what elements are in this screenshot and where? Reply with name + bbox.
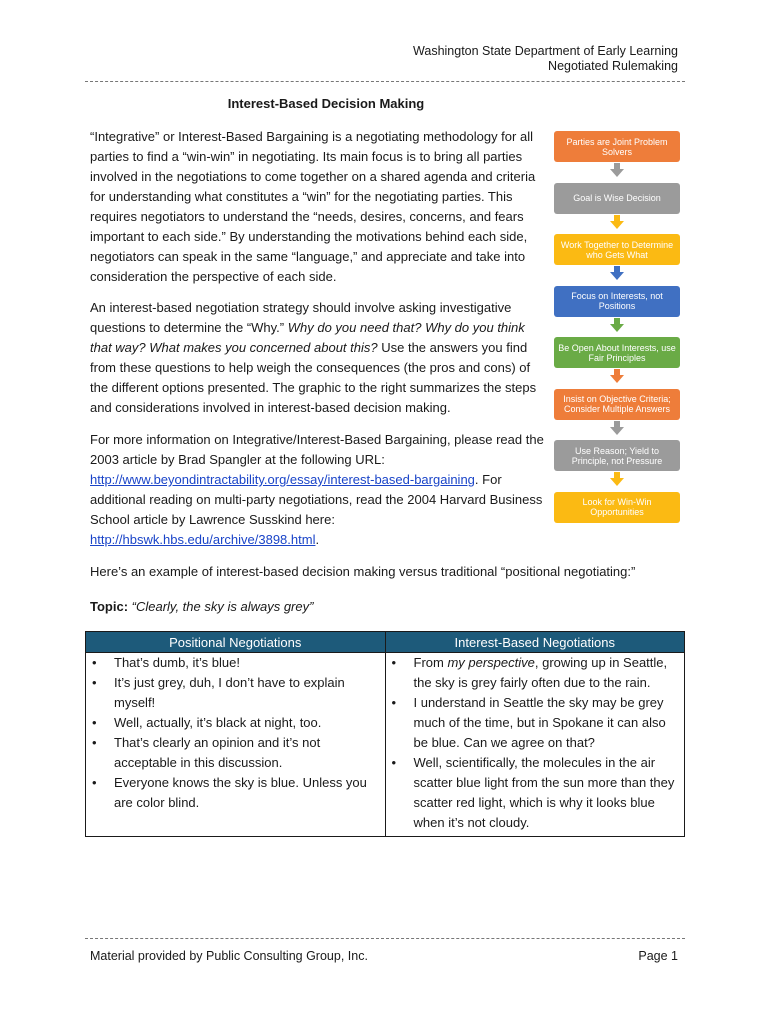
comparison-table [85,631,685,837]
flow-arrow-icon [610,369,624,383]
flow-arrow-icon [610,472,624,486]
bullet: • [92,775,97,790]
list-item [86,773,385,813]
list-item [386,693,685,753]
list-item-text: I understand in Seattle the sky may be grey much of the time, but in Spokane it can also be blue. Can we agree on that? [413,695,666,750]
interest-first-italic: my perspective [447,655,535,670]
strategy-text-start: An interest-based negotiation strategy should involve asking investigative questions to determine the “Why.” [90,300,512,335]
page-number: Page 1 [638,949,678,963]
interest-header: Interest-Based Negotiations [385,632,685,653]
flowchart-step: Look for Win-Win Opportunities [554,492,680,523]
bullet: • [391,695,397,710]
interest-cell [385,653,685,837]
topic-text: “Clearly, the sky is always grey” [128,599,314,614]
page-header [413,44,678,74]
list-item-text: That’s dumb, it’s blue! [114,655,240,670]
bullet: • [391,655,397,670]
flowchart-step: Work Together to Determine who Gets What [554,234,680,265]
footer-divider [85,938,685,939]
flow-arrow-icon [610,266,624,280]
strategy-text-end: Use the answers you find from these questions to help weigh the consequences (the pros and cons) of the different options presented. The graphic to the right summarizes the steps and considerations involved in interest-based decision making. [90,340,537,415]
intro-paragraph [90,127,546,287]
bullet: • [92,715,97,730]
flowchart-step: Goal is Wise Decision [554,183,680,214]
list-item [86,673,385,713]
flow-arrow-icon [610,318,624,332]
positional-cell [86,653,386,837]
flow-arrow-icon [610,215,624,229]
flowchart-step: Parties are Joint Problem Solvers [554,131,680,162]
bullet: • [391,755,397,770]
flow-arrow-icon [610,163,624,177]
header-divider [85,81,685,82]
topic-label: Topic: [90,599,129,614]
flowchart-step: Focus on Interests, not Positions [554,286,680,317]
bullet: • [92,735,97,750]
header-org: Washington State Department of Early Learning [413,44,678,58]
references-text-c: . [315,532,320,547]
list-item-text: Everyone knows the sky is blue. Unless you are color blind. [114,775,367,810]
table-header-row [86,632,685,653]
references-paragraph [90,430,546,550]
intro-text: “Integrative” or Interest-Based Bargaining is a negotiating methodology for all parties to find a “win-win” in negotiating. Its main focus is to bring all parties involved in the negotiations to come together on a shared agenda and criteria for understanding what constitutes a “win” for the negotiating parties. This requires negotiators to understand the “needs, desires, concerns, and fears important to each side.” By understanding the motivations behind each side, negotiators can speak in the same “language,” and appreciate and take into consideration the perspective of each side. [90,129,536,284]
interest-first-suffix: , growing up in Seattle, the sky is grey fairly often due to the rain. [413,655,668,690]
interest-first-prefix: From [413,655,448,670]
footer-credit: Material provided by Public Consulting Group, Inc. [90,949,368,963]
beyondintractability-link[interactable]: http://www.beyondintractability.org/essay/interest-based-bargaining [90,472,475,487]
list-item-text: Well, scientifically, the molecules in the air scatter blue light from the sun more than they scatter red light, which is why it looks blue when it’s not cloudy. [413,755,675,830]
list-item [386,653,685,693]
list-item-text [414,653,685,693]
list-item [86,713,385,733]
bullet: • [92,655,97,670]
interest-list [386,653,685,833]
list-item-text: That’s clearly an opinion and it’s not acceptable in this discussion. [114,735,321,770]
header-subtitle: Negotiated Rulemaking [548,59,678,73]
example-intro: Here’s an example of interest-based decision making versus traditional “positional negotiating:” [90,564,636,579]
hbswk-link[interactable]: http://hbswk.hbs.edu/archive/3898.html [90,532,316,547]
strategy-questions: Why do you need that? Why do you think that way? What makes you concerned about this? [90,320,525,355]
references-text-b: . For additional reading on multi-party negotiations, read the 2004 Harvard Business School article by Lawrence Susskind here: [90,472,543,527]
page-title: Interest-Based Decision Making [227,96,425,111]
flowchart-step: Use Reason; Yield to Principle, not Pressure [554,440,680,471]
list-item [86,733,385,773]
strategy-paragraph [90,298,546,418]
list-item-text: It’s just grey, duh, I don’t have to explain myself! [114,675,345,710]
table-row [86,653,685,837]
list-item-text: Well, actually, it’s black at night, too. [114,715,322,730]
list-item [86,653,385,673]
flow-arrow-icon [610,421,624,435]
bullet: • [92,675,97,690]
references-text-a: For more information on Integrative/Interest-Based Bargaining, please read the 2003 article by Brad Spangler at the following URL: [90,432,544,467]
positional-list [86,653,385,813]
list-item [386,753,685,833]
topic-line [90,599,313,614]
flowchart-step: Be Open About Interests, use Fair Principles [554,337,680,368]
positional-header: Positional Negotiations [86,632,386,653]
flowchart-step: Insist on Objective Criteria; Consider Multiple Answers [554,389,680,420]
